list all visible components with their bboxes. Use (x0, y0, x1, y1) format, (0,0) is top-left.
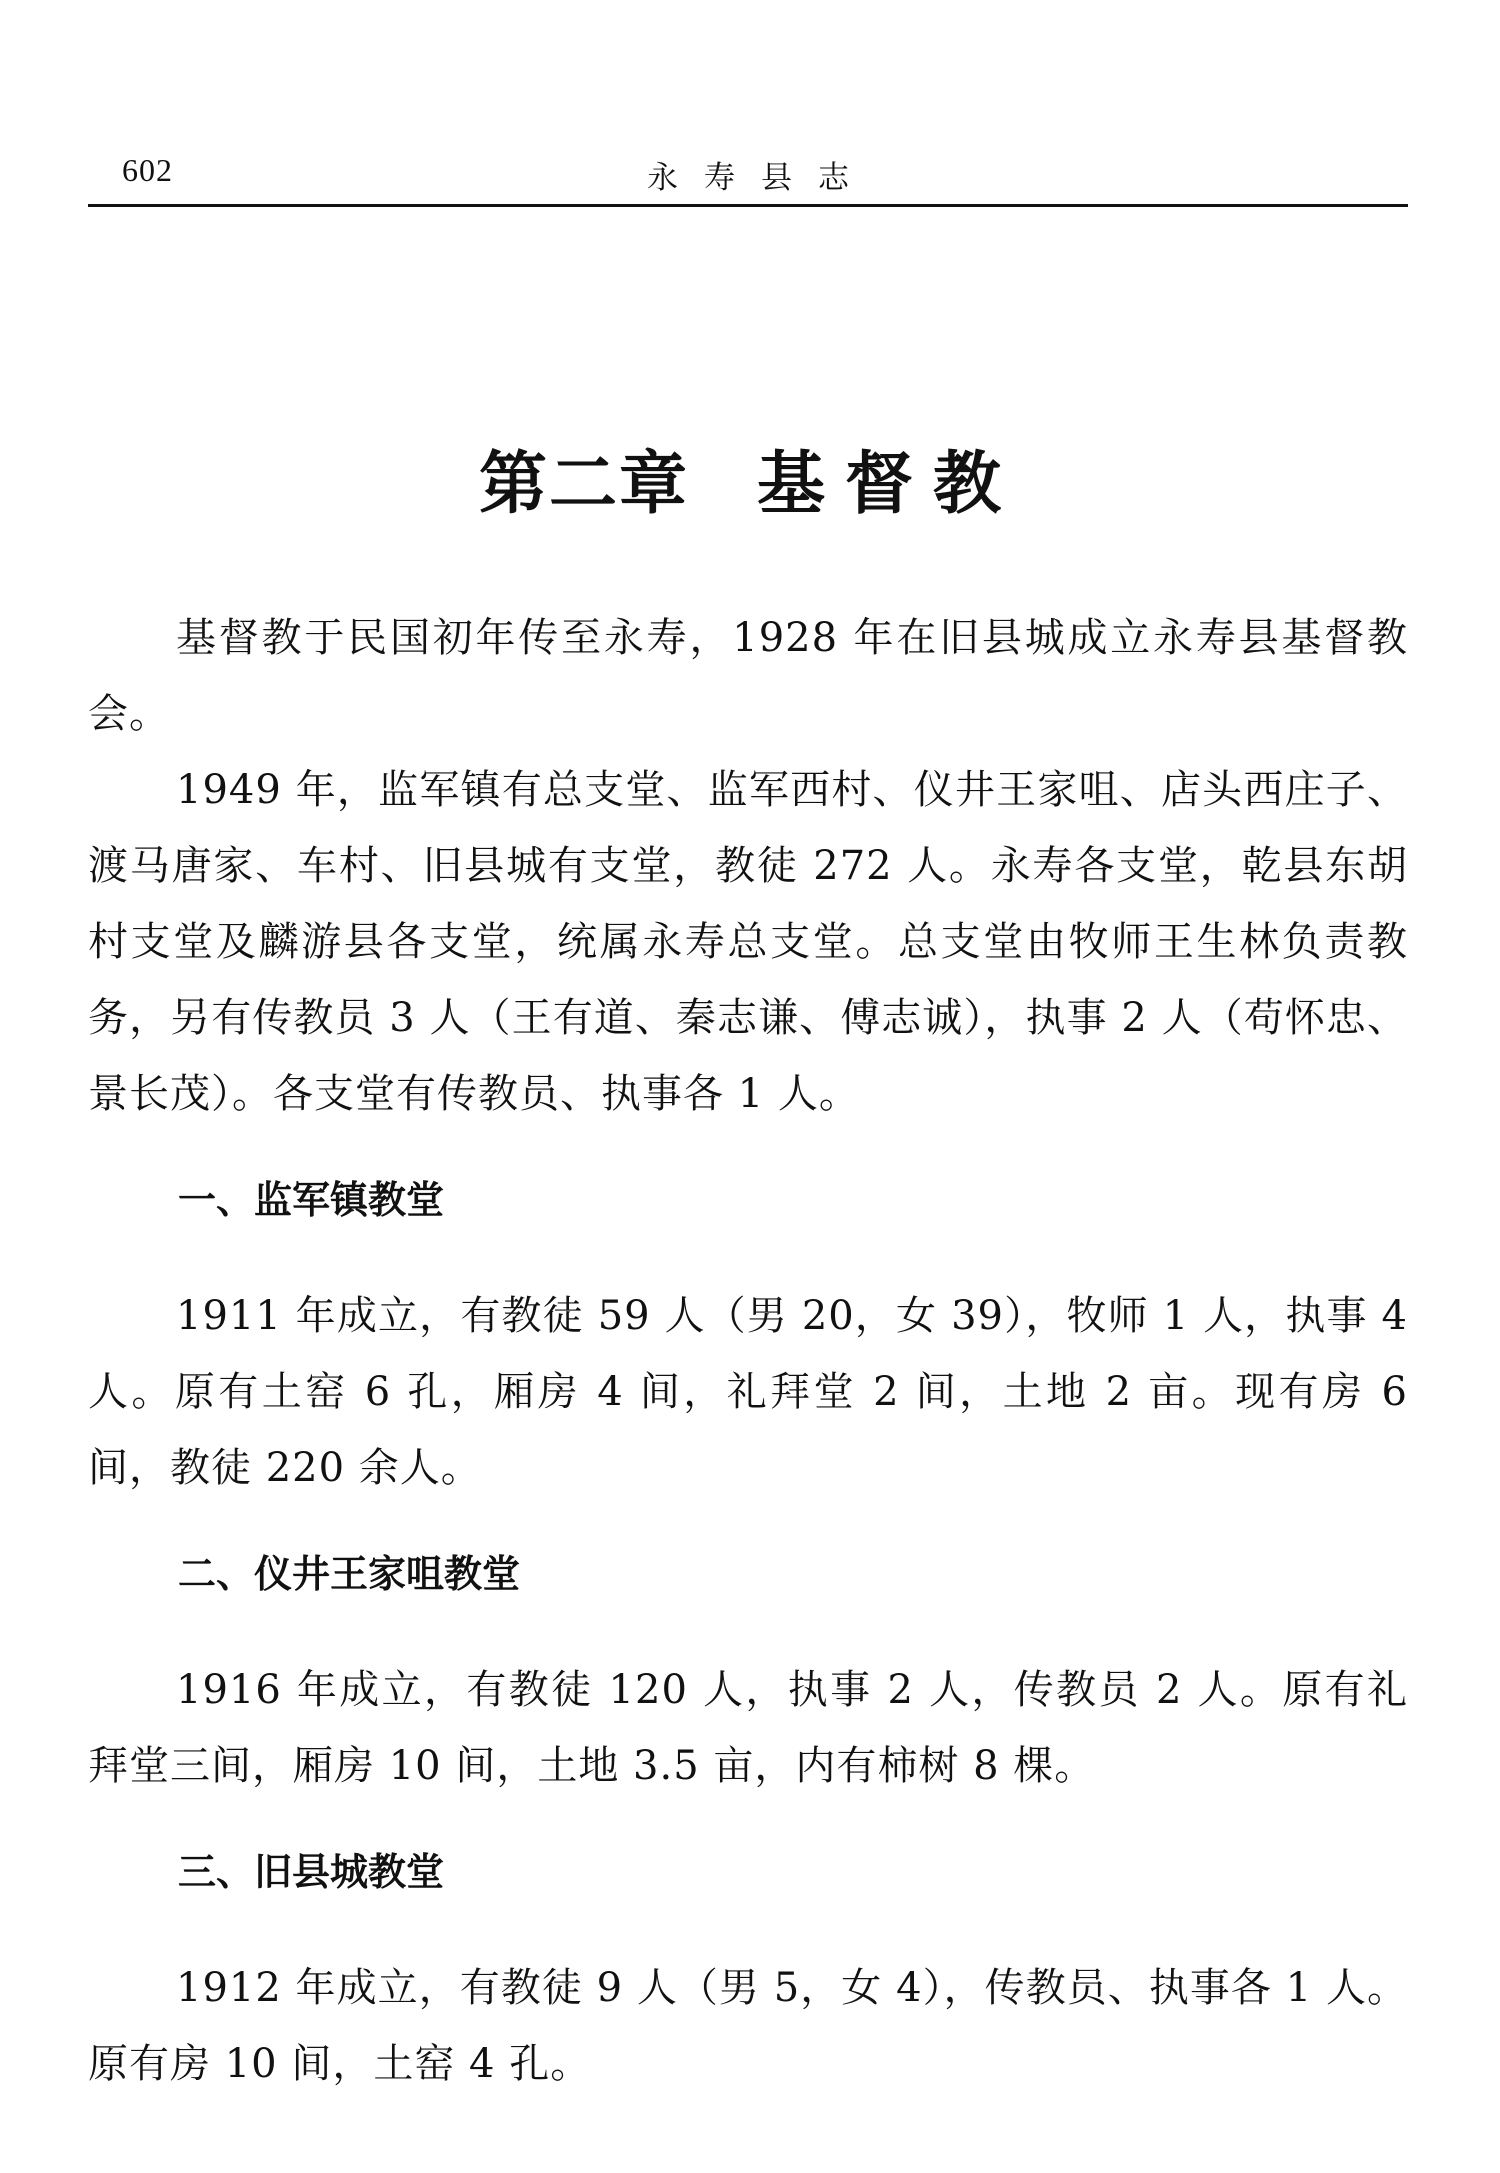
section-paragraph: 1916 年成立，有教徒 120 人，执事 2 人，传教员 2 人。原有礼拜堂三间，厢房 10 间，土地 3.5 亩，内有柿树 8 棵。 (88, 1667, 1408, 1789)
section-heading: 一、监军镇教堂 (178, 1178, 445, 1222)
chapter-name: 基督教 (757, 445, 1022, 524)
section-heading: 二、仪井王家咀教堂 (178, 1552, 521, 1596)
page-number: 602 (122, 152, 173, 188)
intro-paragraph: 基督教于民国初年传至永寿，1928 年在旧县城成立永寿县基督教会。 (88, 615, 1408, 737)
chapter-body (88, 600, 1408, 2102)
section-heading: 三、旧县城教堂 (178, 1850, 445, 1894)
section-paragraph: 1912 年成立，有教徒 9 人（男 5，女 4），传教员、执事各 1 人。原有房 10 间，土窑 4 孔。 (88, 1965, 1408, 2087)
section-paragraph: 1911 年成立，有教徒 59 人（男 20，女 39），牧师 1 人，执事 4 人。原有土窑 6 孔，厢房 4 间，礼拜堂 2 间，土地 2 亩。现有房 6 间，教徒 220 余人。 (88, 1293, 1408, 1491)
intro-paragraph: 1949 年，监军镇有总支堂、监军西村、仪井王家咀、店头西庄子、渡马唐家、车村、旧县城有支堂，教徒 272 人。永寿各支堂，乾县东胡村支堂及麟游县各支堂，统属永寿总支堂。总支堂由牧师王生林负责教务，另有传教员 3 人（王有道、秦志谦、傅志诚），执事 2 人（苟怀忠、景长茂）。各支堂有传教员、执事各 1 人。 (88, 767, 1408, 1117)
running-header (88, 148, 1408, 207)
chapter-title (0, 430, 1500, 527)
book-title: 永寿县志 (647, 160, 875, 196)
chapter-number-label: 第二章 (478, 445, 689, 524)
